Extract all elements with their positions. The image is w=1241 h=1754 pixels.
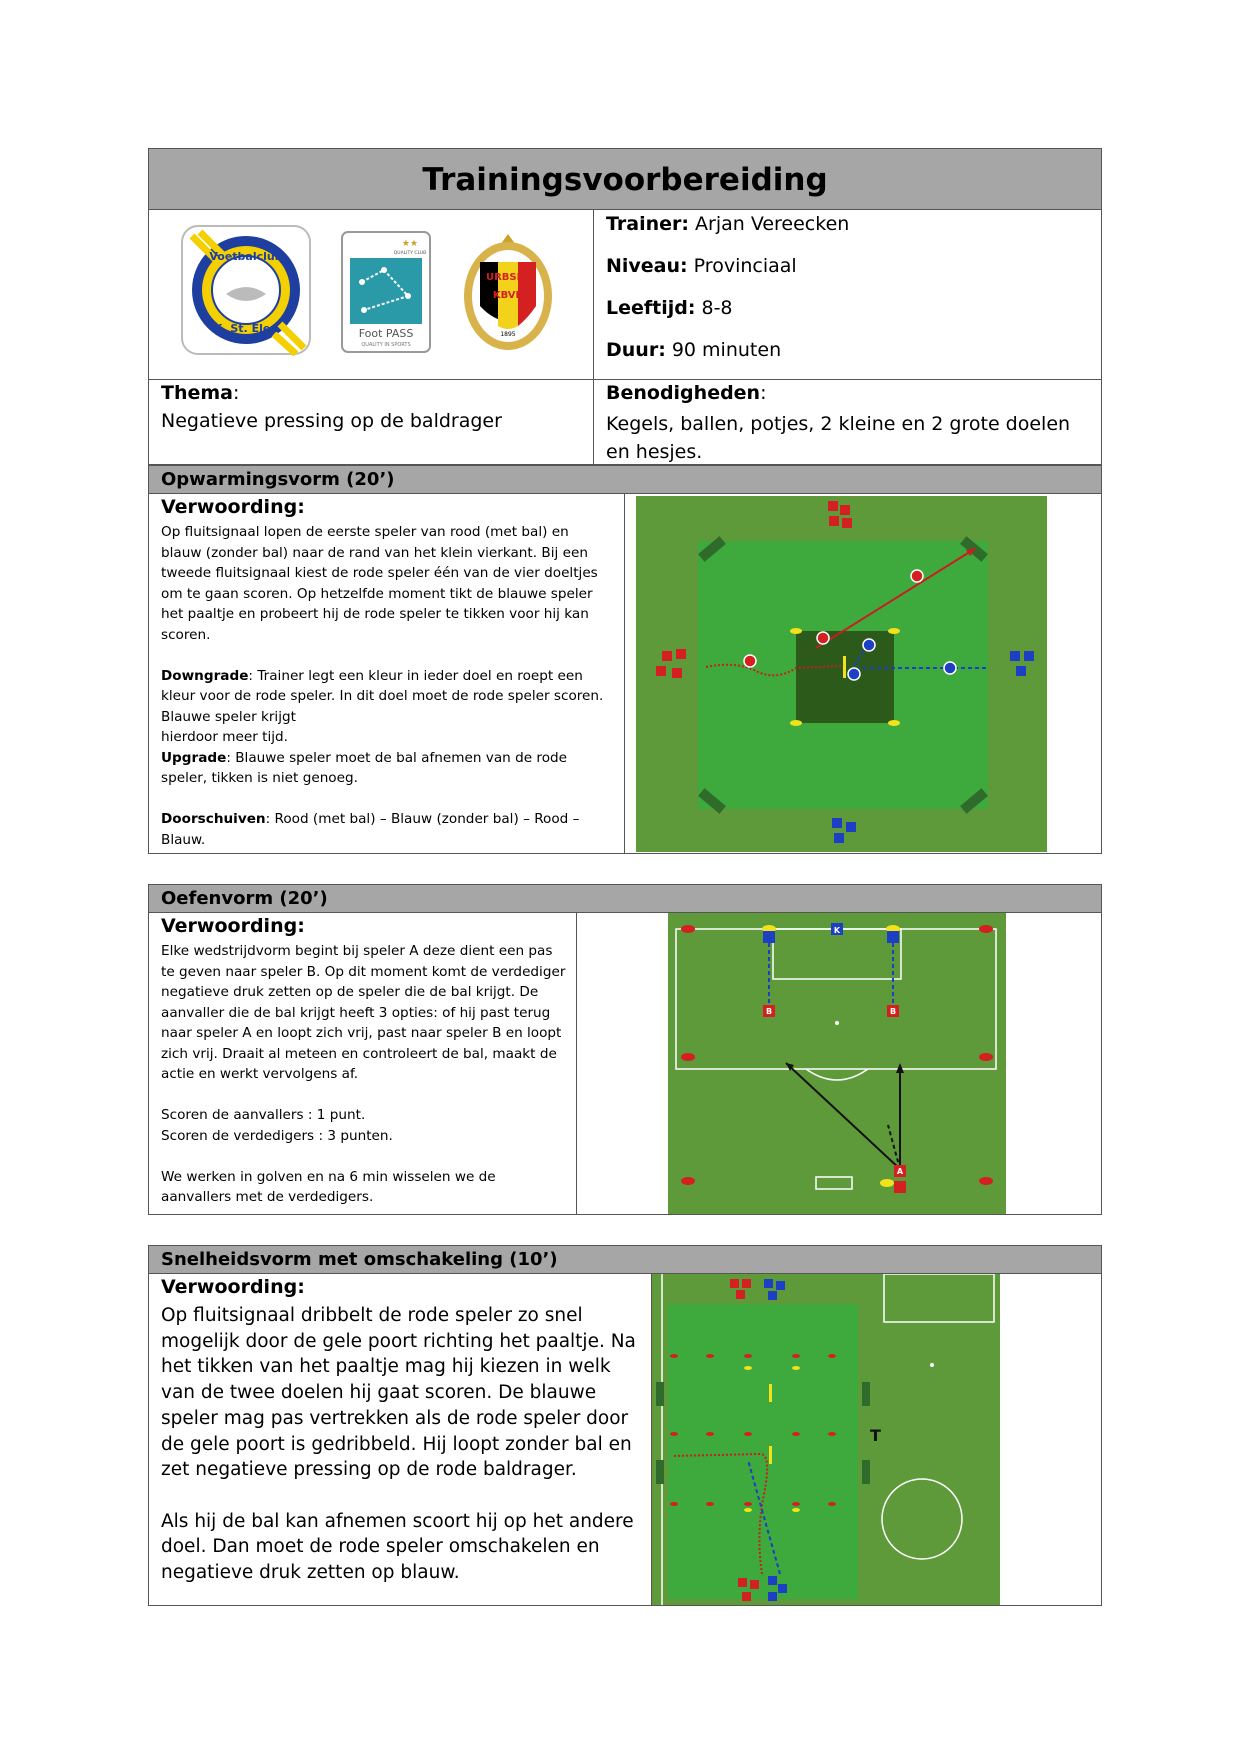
section2-verwoording: Verwoording: — [161, 915, 305, 937]
player-b-label: B — [765, 1007, 773, 1016]
section1-downgrade: Downgrade: Trainer legt een kleur in ieder doel en roept een kleur voor de rode speler. In dit doel moet de rode speler scoren. Blauwe speler krijgt — [161, 667, 604, 725]
section3-body — [161, 1303, 641, 1586]
section2-body — [161, 941, 566, 1208]
footpass-logo — [340, 230, 432, 354]
footpass-sub: QUALITY IN SPORTS — [361, 342, 411, 348]
exercise-diagram — [668, 913, 1006, 1214]
section1-intro: Op fluitsignaal lopen de eerste speler van rood (met bal) en blauw (zonder bal) naar de rand van het klein vierkant. Bij een tweede fluitsignaal kiest de rode speler één van de vier doeltjes om te gaan scoren. Op hetzelfde moment tikt de blauwe speler het paaltje en probeert hij de rode speler te tikken voor hij kan scoren. — [161, 524, 598, 643]
section3-text2: Als hij de bal kan afnemen scoort hij op het andere doel. Dan moet de rode speler omschakelen en negatieve druk zetten op blauw. — [161, 1510, 634, 1584]
speed-diagram — [652, 1274, 1000, 1605]
kbvb-bottom: KBVB — [492, 290, 524, 301]
kbvb-top: URBSFA — [485, 272, 531, 283]
benodigheden-value: Kegels, ballen, potjes, 2 kleine en 2 grote doelen en hesjes. — [606, 413, 1071, 463]
leeftijd-line: Leeftijd: 8-8 — [606, 297, 733, 319]
section3-verwoording: Verwoording: — [161, 1276, 305, 1298]
thema-value: Negatieve pressing op de baldrager — [161, 410, 502, 432]
duur-line: Duur: 90 minuten — [606, 339, 782, 361]
section1-downgrade-2: hierdoor meer tijd. — [161, 729, 288, 745]
section3-text1: Op fluitsignaal dribbelt de rode speler zo snel mogelijk door de gele poort richting het paaltje. Na het tikken van het paaltje mag hij kiezen in welk van de twee doelen hij gaat scoren. De blauwe speler mag pas vertrekken als de rode speler door de gele poort is gedribbeld. Hij loopt zonder bal en zet negatieve pressing op de rode baldrager. — [161, 1305, 636, 1481]
post-icon — [843, 656, 846, 678]
section3-header: Snelheidsvorm met omschakeling (10’) — [148, 1245, 1102, 1274]
section2-score1: Scoren de aanvallers : 1 punt. — [161, 1107, 366, 1123]
player-a-label: A — [896, 1167, 904, 1176]
keeper-label: K — [833, 926, 841, 935]
club-bottom-text: K. St. Elen — [213, 322, 279, 335]
page-title: Trainingsvoorbereiding — [148, 148, 1102, 210]
thema-label: Thema: — [161, 382, 240, 404]
club-ring-text: Voetbalclub — [209, 250, 283, 263]
kbvb-year: 1895 — [500, 331, 516, 338]
warmup-diagram — [636, 496, 1047, 852]
section1-header: Opwarmingsvorm (20’) — [148, 465, 1102, 494]
section2-intro: Elke wedstrijdvorm begint bij speler A deze dient een pas te geven naar speler B. Op dit moment komt de verdediger negatieve druk zetten op de speler die de bal krijgt. De aanvaller die de bal krijgt heeft 3 opties: of hij past terug naar speler A en loopt zich vrij, past naar speler B en loopt zich vrij. Draait al meteen en controleert de bal, maakt de actie en werkt vervolgens af. — [161, 943, 566, 1082]
section2-golven: We werken in golven en na 6 min wisselen we de aanvallers met de verdedigers. — [161, 1168, 496, 1205]
player-b2-label: B — [889, 1007, 897, 1016]
section2-header: Oefenvorm (20’) — [148, 884, 1102, 913]
niveau-line: Niveau: Provinciaal — [606, 255, 797, 277]
star-icon: ★★ — [401, 239, 419, 249]
footpass-name: Foot PASS — [358, 327, 414, 340]
section1-body — [161, 522, 611, 850]
trainer-marker: T — [870, 1426, 881, 1445]
section2-score2: Scoren de verdedigers : 3 punten. — [161, 1127, 393, 1144]
benodigheden-label: Benodigheden: — [606, 382, 767, 404]
trainer-line: Trainer: Arjan Vereecken — [606, 213, 850, 235]
section1-verwoording: Verwoording: — [161, 496, 305, 518]
club-logo — [180, 224, 312, 356]
post-icon — [769, 1384, 772, 1402]
section1-upgrade: Upgrade: Blauwe speler moet de bal afnemen van de rode speler, tikken is niet genoeg. — [161, 749, 568, 786]
footpass-top: QUALITY CLUB — [393, 251, 427, 256]
section1-doorschuiven: Doorschuiven: Rood (met bal) – Blauw (zonder bal) – Rood – Blauw. — [161, 811, 580, 848]
kbvb-crest-logo — [456, 226, 560, 356]
